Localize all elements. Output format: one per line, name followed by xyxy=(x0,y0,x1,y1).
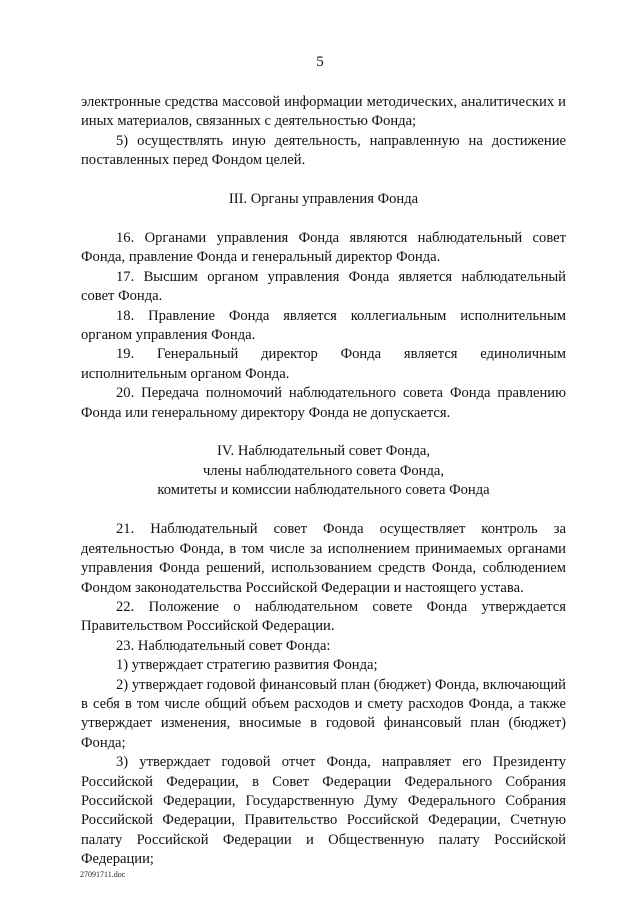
list-item-1: 1) утверждает стратегию развития Фонда; xyxy=(116,657,378,674)
paragraph-18: 18. Правление Фонда является коллегиальным исполнительным органом управления Фонда. xyxy=(81,307,566,344)
section-4-heading-line-1: IV. Наблюдательный совет Фонда, xyxy=(217,443,430,460)
paragraph-22: 22. Положение о наблюдательном совете Фонда утверждается Правительством Российской Федерации. xyxy=(81,598,566,635)
paragraph-17: 17. Высшим органом управления Фонда является наблюдательный совет Фонда. xyxy=(81,268,566,305)
list-item-2: 2) утверждает годовой финансовый план (бюджет) Фонда, включающий в себя в том числе общий объем расходов и смету расходов Фонда, а также утверждает изменения, вносимые в годовой финансовый план (бюджет) Фонда; xyxy=(81,676,566,751)
paragraph-16: 16. Органами управления Фонда являются наблюдательный совет Фонда, правление Фонда и генеральный директор Фонда. xyxy=(81,230,566,266)
list-item-3: 3) утверждает годовой отчет Фонда, направляет его Президенту Российской Федерации, в Совет Федерации Федерального Собрания Российской Федерации, Государственную Думу Федерального Собрания Российской Федерации, Правительство Российской Федерации, Счетную палату Российской Федерации и Общественную палату Российской Федерации; xyxy=(81,754,566,868)
file-name-footer: 27091711.doc xyxy=(80,870,126,879)
section-4-heading-line-2: члены наблюдательного совета Фонда, xyxy=(202,462,445,479)
section-4-heading-line-3: комитеты и комиссии наблюдательного совета Фонда xyxy=(157,481,490,498)
continuation-paragraph: электронные средства массовой информации методических, аналитических и иных материалов, связанных с деятельностью Фонда; xyxy=(81,94,566,130)
paragraph-23: 23. Наблюдательный совет Фонда: xyxy=(116,637,331,654)
section-4-heading xyxy=(81,442,566,500)
paragraph-20: 20. Передача полномочий наблюдательного совета Фонда правлению Фонда или генеральному директору Фонда не допускается. xyxy=(81,385,566,421)
item-5-paragraph: 5) осуществлять иную деятельность, направленную на достижение поставленных перед Фондом целей. xyxy=(81,132,566,169)
document-body xyxy=(81,93,566,870)
section-3-heading: III. Органы управления Фонда xyxy=(228,190,419,207)
paragraph-21: 21. Наблюдательный совет Фонда осуществляет контроль за деятельностью Фонда, в том числе за исполнением принимаемых органами управления Фонда решений, использованием средств Фонда, соблюдением Фондом законодательства Российской Федерации и настоящего устава. xyxy=(81,521,566,596)
paragraph-19: 19. Генеральный директор Фонда является единоличным исполнительным органом Фонда. xyxy=(81,346,566,382)
page-number: 5 xyxy=(316,54,324,70)
